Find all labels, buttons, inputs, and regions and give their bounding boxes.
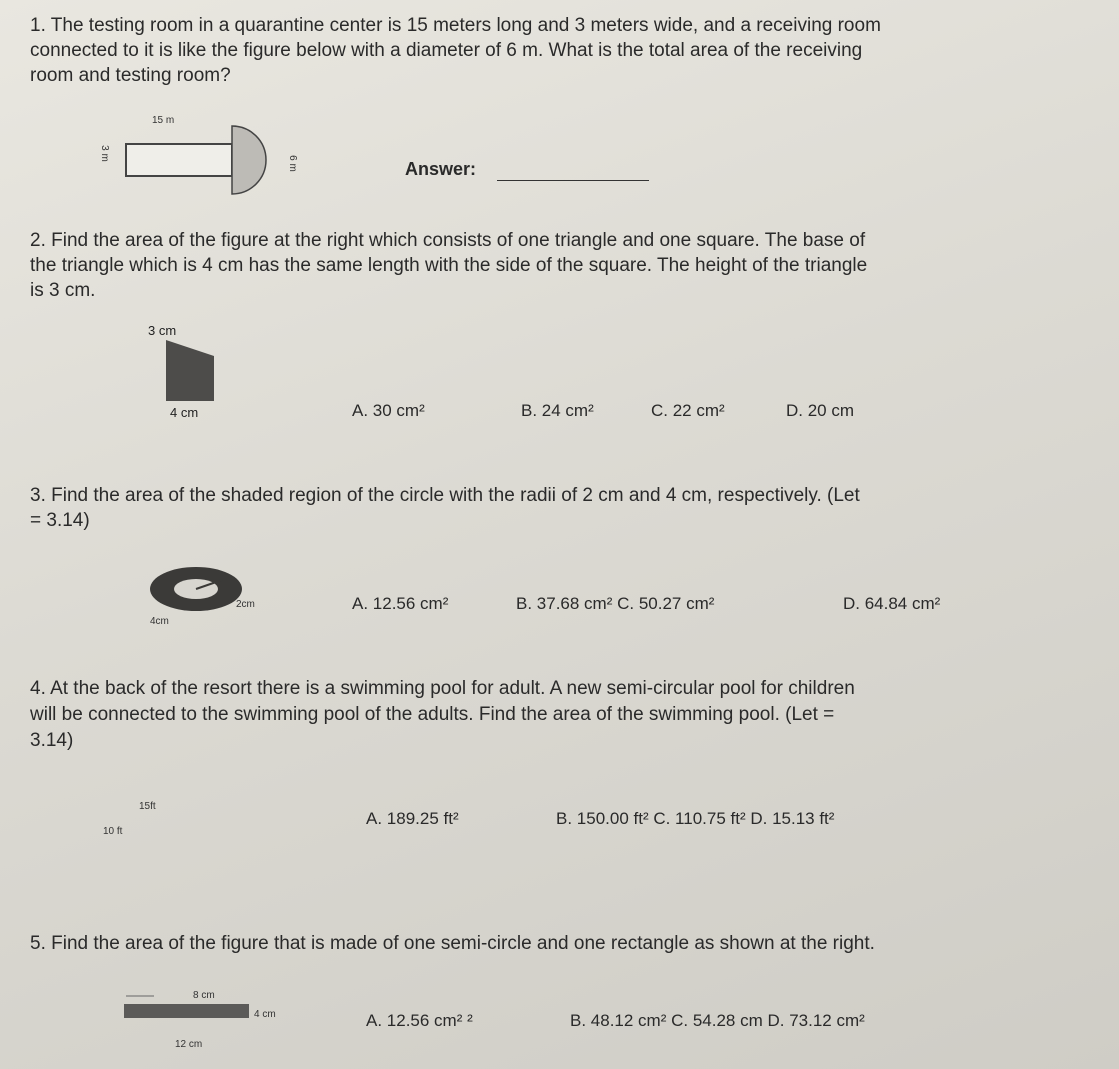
q3-option-a[interactable]: A. 12.56 cm² (352, 594, 449, 613)
q4-line-1: 4. At the back of the resort there is a swimming pool for adult. A new semi-circular pool for children (30, 678, 855, 699)
q3-option-d[interactable]: D. 64.84 cm² (843, 594, 941, 613)
q5-option-a[interactable]: A. 12.56 cm² ² (366, 1011, 473, 1030)
q2-option-d[interactable]: D. 20 cm (786, 401, 855, 420)
q4-line-2: will be connected to the swimming pool of the adults. Find the area of the swimming pool. (Let = (30, 704, 835, 725)
q1-answer-label: Answer: (405, 159, 477, 179)
q2-figure-label-top: 3 cm (148, 323, 177, 338)
q5-figure-label-bottom: 12 cm (175, 1039, 203, 1050)
q2-figure-label-bottom: 4 cm (170, 405, 199, 420)
q4-figure-label-top: 15ft (139, 801, 156, 812)
q3-figure-label-inner: 2cm (236, 599, 255, 610)
q1-figure-label-right: 6 m (286, 155, 298, 172)
q2-option-b[interactable]: B. 24 cm² (521, 401, 594, 420)
q5-figure-label-top: 8 cm (193, 990, 215, 1001)
q1-figure-label-top: 15 m (152, 115, 175, 126)
q1-figure-label-left: 3 m (98, 145, 110, 162)
q1-line-1: 1. The testing room in a quarantine center is 15 meters long and 3 meters wide, and a receiving room (30, 15, 881, 36)
q5-figure-label-right: 4 cm (254, 1009, 276, 1020)
q1-answer-blank[interactable] (497, 180, 649, 181)
q2-figure-triangle (166, 340, 214, 356)
q2-figure (166, 340, 222, 402)
q2-line-3: is 3 cm. (30, 280, 96, 301)
q5-figure (124, 990, 254, 1020)
q1-line-3: room and testing room? (30, 65, 231, 86)
q4-line-3: 3.14) (30, 730, 74, 751)
q2-figure-square (166, 356, 214, 401)
q3-line-1: 3. Find the area of the shaded region of the circle with the radii of 2 cm and 4 cm, respectively. (Let (30, 485, 860, 506)
q1-figure (120, 118, 280, 198)
q3-figure (150, 566, 246, 616)
q3-line-2: = 3.14) (30, 510, 90, 531)
q3-figure-label-outer: 4cm (150, 616, 169, 627)
q1-line-2: connected to it is like the figure below with a diameter of 6 m. What is the total area of the receiving (30, 40, 863, 61)
q2-line-1: 2. Find the area of the figure at the right which consists of one triangle and one square. The base of (30, 230, 866, 251)
q1-figure-rectangle (126, 144, 232, 176)
q3-option-b-c[interactable]: B. 37.68 cm² C. 50.27 cm² (516, 594, 715, 613)
q4-option-b-c-d[interactable]: B. 150.00 ft² C. 110.75 ft² D. 15.13 ft² (556, 809, 835, 828)
q5-option-b-c-d[interactable]: B. 48.12 cm² C. 54.28 cm D. 73.12 cm² (570, 1011, 865, 1030)
q2-option-c[interactable]: C. 22 cm² (651, 401, 725, 420)
q2-option-a[interactable]: A. 30 cm² (352, 401, 425, 420)
q4-figure-label-left: 10 ft (103, 826, 123, 837)
q5-line-1: 5. Find the area of the figure that is made of one semi-circle and one rectangle as shown at the right. (30, 933, 875, 954)
q4-option-a[interactable]: A. 189.25 ft² (366, 809, 459, 828)
q5-figure-rectangle (124, 1004, 249, 1018)
q1-figure-semicircle (232, 126, 266, 194)
q2-line-2: the triangle which is 4 cm has the same length with the side of the square. The height of the triangle (30, 255, 868, 276)
